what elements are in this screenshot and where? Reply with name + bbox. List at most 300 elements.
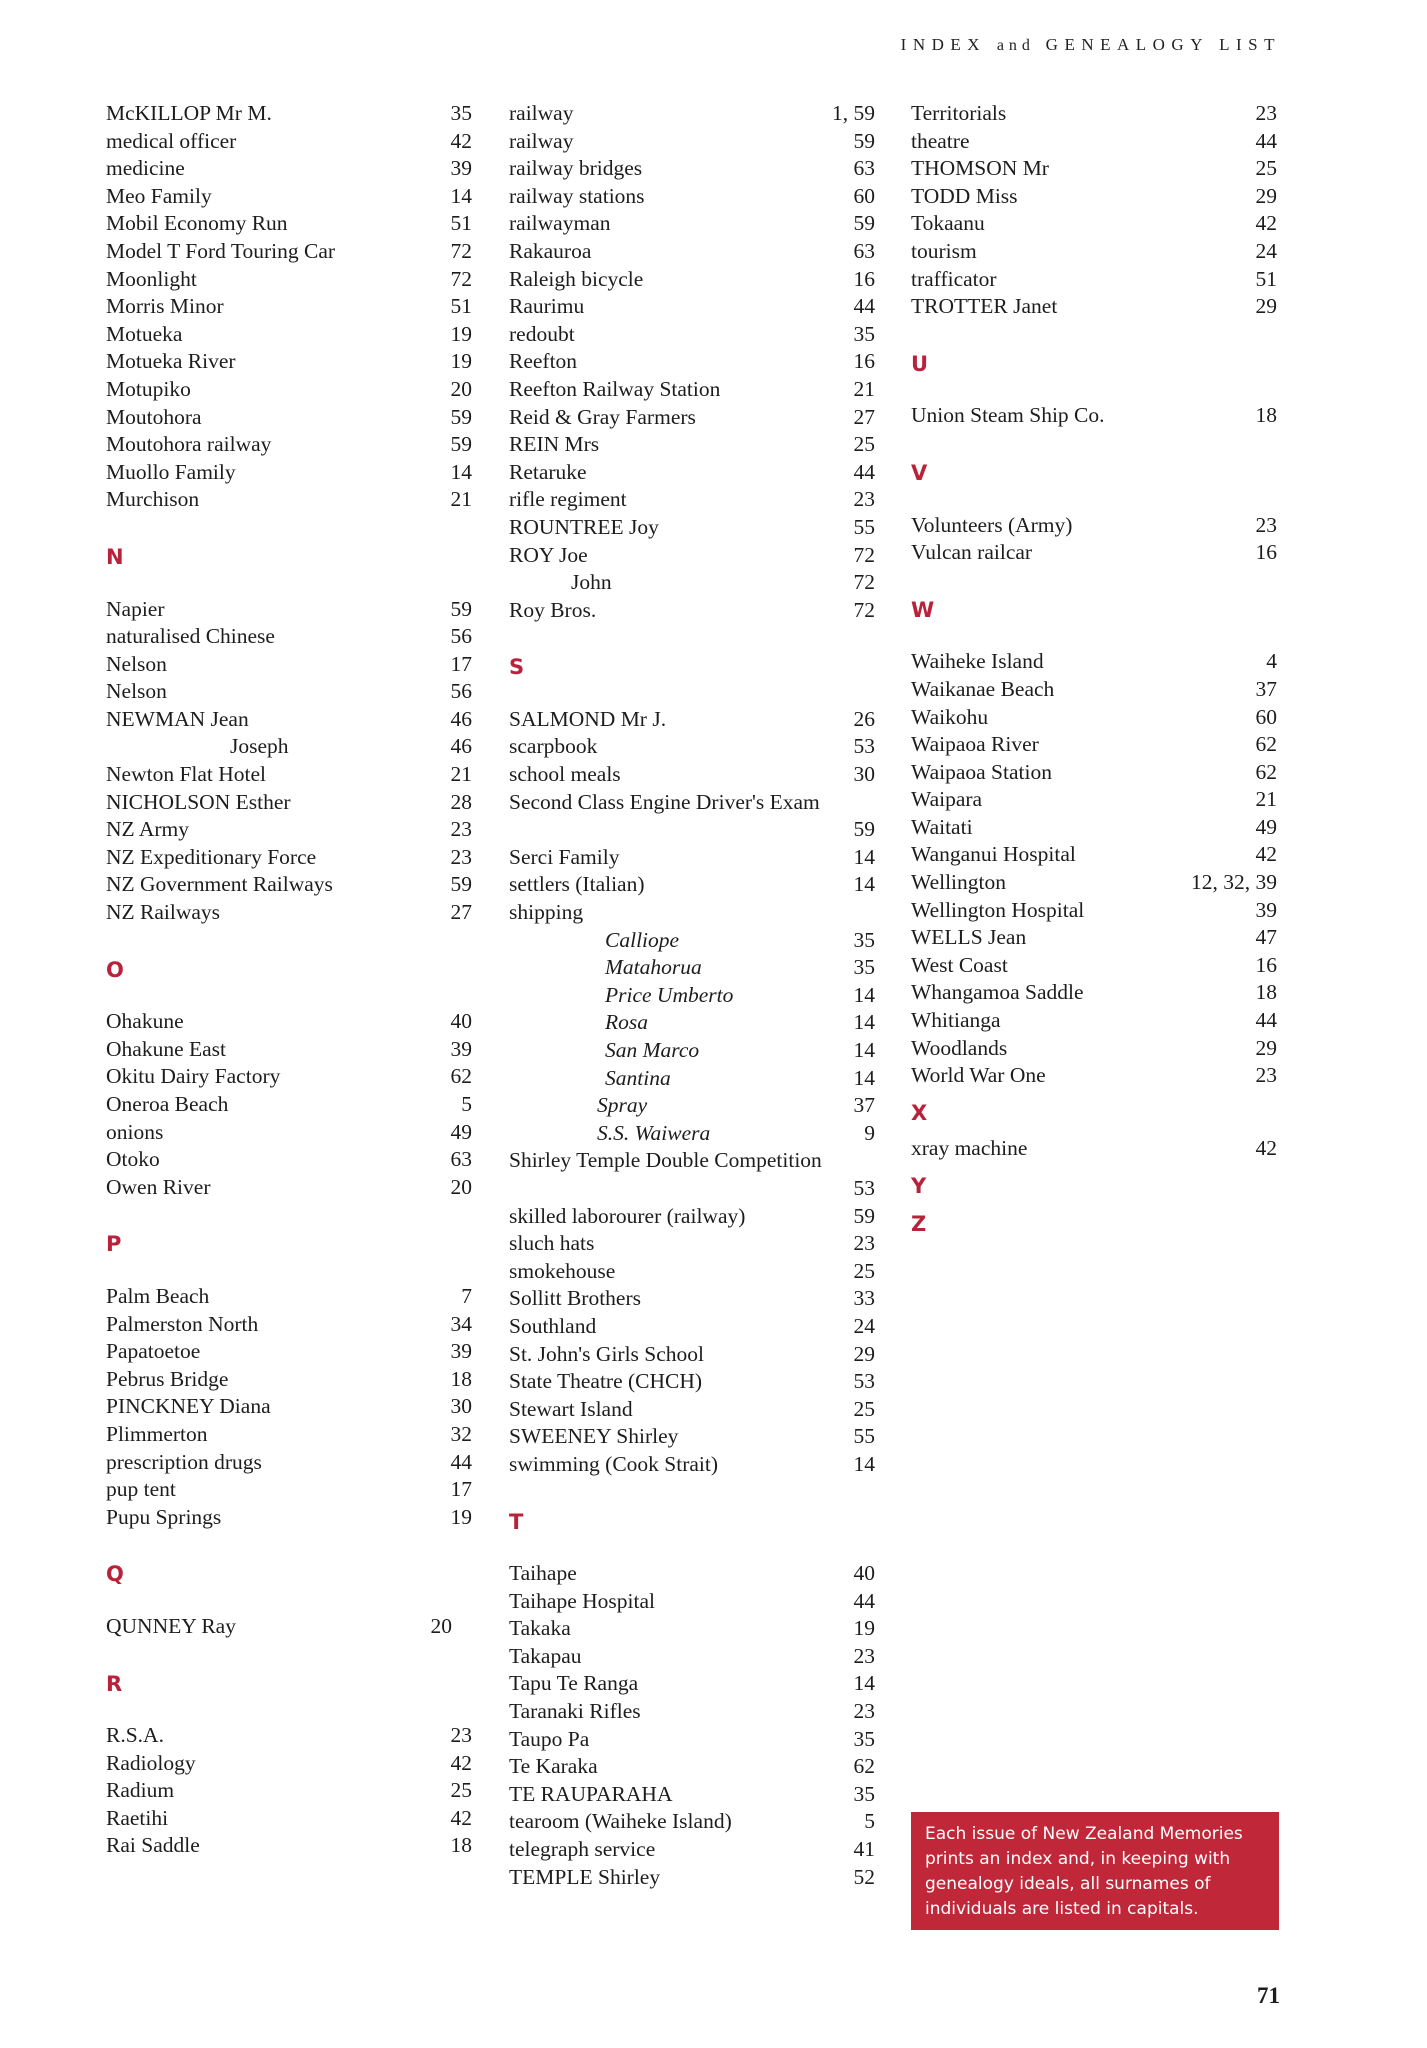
index-entry [106,1283,472,1311]
index-entry [509,899,875,927]
entry-page-ref: 18 [450,1366,472,1391]
index-entry [106,376,472,404]
entry-page-ref: 20 [450,376,472,401]
index-entry [911,539,1277,567]
index-entry [106,871,472,899]
entry-label: Wanganui Hospital [911,842,1076,867]
entry-label: Matahorua [605,955,702,980]
entry-label: Ohakune East [106,1036,227,1061]
entry-page-ref: 42 [450,1750,472,1775]
entry-label: shipping [509,900,584,925]
index-entry [911,979,1277,1007]
index-entry [911,648,1277,676]
entry-label: Spray [597,1093,648,1118]
section-letter-w: W [911,597,935,622]
index-entry [106,1750,472,1778]
index-entry [509,1836,875,1864]
index-entry [106,844,472,872]
entry-page-ref: 23 [1255,512,1277,537]
entry-label: ROUNTREE Joy [509,514,659,539]
entry-label: SALMOND Mr J. [509,706,667,731]
entry-page-ref: 14 [853,1451,875,1476]
entry-label: REIN Mrs [509,432,600,457]
entry-label: World War One [911,1063,1046,1088]
entry-label: Serci Family [509,844,620,869]
entry-page-ref: 51 [450,294,472,319]
index-subentry [509,569,875,597]
entry-page-ref: 14 [853,844,875,869]
index-entry [509,761,875,789]
index-entry [509,1615,875,1643]
index-subentry [509,954,875,982]
entry-label: Stewart Island [509,1396,633,1421]
entry-label: Tapu Te Ranga [509,1671,639,1696]
entry-label: Second Class Engine Driver's Exam [509,789,820,814]
entry-page-ref: 17 [450,651,472,676]
index-entry [911,512,1277,540]
entry-label: Waitati [911,814,973,839]
entry-page-ref: 16 [1255,540,1277,565]
index-entry [509,1147,875,1175]
entry-label: THOMSON Mr [911,156,1049,181]
index-entry [106,1091,472,1119]
entry-page-ref: 62 [450,1064,472,1089]
section-letter-v: V [911,460,928,485]
index-entry [911,238,1277,266]
index-entry [509,1643,875,1671]
index-entry [509,542,875,570]
entry-label: Waipaoa Station [911,759,1052,784]
entry-page-ref: 63 [853,238,875,263]
entry-page-ref: 44 [450,1449,472,1474]
section-letter-z: Z [911,1211,927,1236]
entry-label: railway [509,101,574,125]
entry-page-ref: 59 [853,1203,875,1228]
entry-page-ref: 59 [450,872,472,897]
entry-page-ref: 14 [853,1671,875,1696]
entry-page-ref: 5 [864,1809,875,1834]
entry-label: Taupo Pa [509,1726,590,1751]
index-entry [911,924,1277,952]
entry-label: Raurimu [509,294,585,319]
entry-page-ref: 56 [450,679,472,704]
index-entry [106,1777,472,1805]
entry-label: NZ Government Railways [106,872,333,897]
index-entry [509,128,875,156]
entry-page-ref: 35 [853,955,875,980]
entry-page-ref: 42 [1255,842,1277,867]
entry-label: NZ Expeditionary Force [106,844,317,869]
index-entry [911,293,1277,321]
index-column-1 [106,100,472,1860]
index-entry [106,761,472,789]
entry-label: school meals [509,762,621,787]
section-letter-y: Y [911,1174,927,1198]
index-subentry [509,927,875,955]
index-entry [509,1368,875,1396]
entry-label: Waipaoa River [911,732,1039,757]
entry-page-ref: 25 [853,432,875,457]
entry-label: State Theatre (CHCH) [509,1369,703,1394]
entry-label: Plimmerton [106,1421,208,1446]
index-entry [911,1007,1277,1035]
index-entry [106,1311,472,1339]
entry-page-ref: 47 [1255,925,1277,950]
entry-page-ref: 12, 32, 39 [1191,870,1277,895]
index-entry [106,1338,472,1366]
index-entry [509,486,875,514]
index-entry [509,183,875,211]
entry-label: St. John's Girls School [509,1341,705,1366]
entry-label: Mobil Economy Run [106,211,288,236]
entry-label: Takapau [509,1643,582,1668]
entry-label: railway bridges [509,156,643,181]
entry-label: Waipara [911,787,983,812]
entry-page-ref: 35 [853,927,875,952]
entry-label: telegraph service [509,1837,656,1862]
entry-label: Rai Saddle [106,1833,200,1858]
entry-label: Rosa [605,1010,648,1035]
index-entry [911,869,1277,897]
entry-label: Taihape Hospital [509,1588,655,1613]
index-subentry [509,1092,875,1120]
index-entry [911,814,1277,842]
entry-label: Pebrus Bridge [106,1366,229,1391]
section-letter-n: N [106,544,124,569]
entry-label: Napier [106,596,165,621]
entry-page-ref: 18 [1255,403,1277,428]
index-entry [911,1035,1277,1063]
index-entry [509,1808,875,1836]
entry-page-ref: 18 [1255,980,1277,1005]
section-letter-p: P [106,1232,122,1257]
entry-label: Muollo Family [106,459,236,484]
entry-page-ref: 44 [1255,128,1277,153]
entry-label: scarpbook [509,734,598,759]
entry-page-ref: 72 [853,597,875,622]
entry-label: railway [509,128,574,153]
entry-label: Reefton Railway Station [509,376,721,401]
index-entry [509,871,875,899]
entry-page-ref: 34 [450,1311,472,1336]
section-letter-x: X [911,1100,928,1125]
index-entry [106,266,472,294]
section-letter-o: O [106,957,124,982]
entry-label: Motupiko [106,376,191,401]
entry-page-ref: 59 [450,404,472,429]
entry-page-ref: 55 [853,514,875,539]
index-subentry [509,1120,875,1148]
entry-label: NICHOLSON Esther [106,789,291,814]
index-entry [106,816,472,844]
index-entry [106,431,472,459]
entry-page-ref: 14 [450,183,472,208]
entry-page-ref: 23 [853,487,875,512]
index-entry [911,786,1277,814]
entry-page-ref: 29 [853,1341,875,1366]
index-entry [509,733,875,761]
entry-page-ref: 39 [450,156,472,181]
index-entry [911,676,1277,704]
entry-label: Joseph [230,734,289,759]
entry-page-ref: 60 [1255,704,1277,729]
index-subentry [509,1009,875,1037]
entry-page-ref: 39 [1255,897,1277,922]
entry-page-ref: 14 [853,1010,875,1035]
entry-label: Waikanae Beach [911,676,1055,701]
entry-label: Moutohora railway [106,432,272,457]
index-entry [106,210,472,238]
entry-label: medical officer [106,128,237,153]
entry-page-ref: 53 [853,1369,875,1394]
index-subentry [509,982,875,1010]
entry-label: naturalised Chinese [106,624,275,649]
index-entry [509,431,875,459]
index-entry [509,514,875,542]
index-entry [106,623,472,651]
entry-page-ref: 21 [450,762,472,787]
entry-page-ref: 72 [853,570,875,595]
index-entry [509,1781,875,1809]
section-letter-t: T [509,1509,524,1534]
index-subentry [106,733,472,761]
index-entry [911,266,1277,294]
entry-label: prescription drugs [106,1449,262,1474]
entry-label: redoubt [509,321,575,346]
entry-page-ref: 35 [853,1726,875,1751]
entry-label: Radium [106,1778,175,1803]
entry-label: Retaruke [509,459,587,484]
entry-page-ref: 30 [450,1394,472,1419]
index-entry [911,952,1277,980]
entry-label: TROTTER Janet [911,294,1058,319]
index-entry [509,266,875,294]
entry-page-ref: 59 [450,432,472,457]
entry-label: Whitianga [911,1008,1001,1033]
entry-label: railway stations [509,183,645,208]
entry-label: NEWMAN Jean [106,706,249,731]
page-number: 71 [1257,1983,1280,2008]
entry-label: sluch hats [509,1231,595,1256]
index-entry [106,706,472,734]
index-entry [106,183,472,211]
index-entry [106,1476,472,1504]
entry-page-ref: 42 [1255,1136,1277,1161]
entry-label: Sollitt Brothers [509,1286,641,1311]
entry-label: San Marco [605,1038,700,1062]
entry-label: Taranaki Rifles [509,1699,641,1724]
entry-page-ref: 49 [450,1119,472,1144]
header-index: INDEX [900,35,987,54]
entry-page-ref: 28 [450,789,472,814]
entry-page-ref: 7 [461,1283,472,1308]
entry-page-ref: 25 [853,1396,875,1421]
entry-label: PINCKNEY Diana [106,1394,271,1419]
entry-label: swimming (Cook Strait) [509,1451,719,1476]
index-entry [509,238,875,266]
index-entry [911,841,1277,869]
index-entry [509,1285,875,1313]
index-entry [911,1135,1277,1163]
index-entry [106,459,472,487]
entry-page-ref: 14 [450,459,472,484]
entry-page-ref: 62 [1255,732,1277,757]
entry-page-ref: 29 [1255,1035,1277,1060]
entry-page-ref: 63 [853,156,875,181]
entry-page-ref: 59 [853,211,875,236]
genealogy-note-box: Each issue of New Zealand Memories prints an index and, in keeping with genealogy ideals, all surnames of individuals are listed in capitals. [911,1812,1279,1930]
entry-page-ref: 40 [450,1009,472,1034]
entry-label: Otoko [106,1147,160,1172]
entry-label: Nelson [106,679,167,704]
entry-page-ref: 51 [450,211,472,236]
entry-label: Santina [605,1065,671,1090]
index-entry [106,1119,472,1147]
entry-page-ref: 46 [450,734,472,759]
entry-page-ref: 25 [1255,156,1277,181]
entry-label: Rakauroa [509,238,592,263]
index-entry [509,1864,875,1892]
entry-page-ref: 59 [853,817,875,842]
entry-page-ref: 18 [450,1833,472,1858]
entry-page-ref: 16 [1255,952,1277,977]
entry-label: Pupu Springs [106,1504,222,1529]
entry-page-ref: 5 [461,1092,472,1116]
entry-page-ref: 41 [853,1837,875,1862]
entry-label: Raetihi [106,1805,169,1830]
index-entry-continued [509,816,875,844]
index-entry [509,1423,875,1451]
entry-label: Calliope [605,927,680,952]
index-entry [911,704,1277,732]
entry-label: Moutohora [106,404,202,429]
entry-label: McKILLOP Mr M. [106,101,272,125]
index-entry [509,1258,875,1286]
entry-label: QUNNEY Ray [106,1613,236,1638]
entry-label: Oneroa Beach [106,1092,229,1116]
entry-page-ref: 51 [1255,266,1277,291]
entry-page-ref: 27 [450,900,472,925]
entry-page-ref: 35 [853,321,875,346]
entry-label: Wellington [911,870,1007,895]
entry-page-ref: 44 [853,459,875,484]
index-entry [911,402,1277,430]
entry-label: West Coast [911,952,1008,977]
index-column-3 [911,100,1277,1246]
entry-label: Newton Flat Hotel [106,762,267,787]
entry-label: Raleigh bicycle [509,266,644,291]
entry-page-ref: 21 [450,487,472,512]
entry-page-ref: 59 [853,128,875,153]
entry-label: WELLS Jean [911,925,1027,950]
header-genealogy-list: GENEALOGY LIST [1045,35,1281,54]
entry-page-ref: 33 [853,1286,875,1311]
index-entry [509,789,875,817]
entry-page-ref: 39 [450,1339,472,1364]
entry-page-ref: 42 [1255,211,1277,236]
entry-label: Reefton [509,349,578,374]
entry-label: xray machine [911,1136,1028,1161]
entry-page-ref: 24 [1255,238,1277,263]
index-entry [106,651,472,679]
entry-page-ref: 46 [450,706,472,731]
section-letter-q: Q [106,1562,124,1587]
entry-label: Murchison [106,487,200,512]
index-entry [106,1613,452,1641]
entry-label: Tokaanu [911,211,985,236]
entry-label: Ohakune [106,1009,184,1034]
index-entry [509,1753,875,1781]
entry-label: R.S.A. [106,1723,164,1748]
entry-page-ref: 39 [450,1036,472,1061]
entry-page-ref: 62 [853,1754,875,1779]
entry-page-ref: 62 [1255,759,1277,784]
index-entry [106,678,472,706]
entry-page-ref: 23 [450,844,472,869]
index-entry [509,100,875,128]
entry-page-ref: 29 [1255,294,1277,319]
entry-label: Takaka [509,1616,571,1641]
entry-page-ref: 32 [450,1421,472,1446]
entry-label: S.S. Waiwera [597,1120,711,1145]
entry-label: Meo Family [106,183,212,208]
entry-label: onions [106,1119,164,1144]
running-header [901,35,1281,55]
entry-label: Waiheke Island [911,649,1044,674]
entry-label: SWEENEY Shirley [509,1424,679,1449]
entry-label: Volunteers (Army) [911,512,1073,537]
index-entry [106,404,472,432]
entry-page-ref: 53 [853,1175,875,1200]
entry-label: Territorials [911,101,1007,125]
entry-label: NZ Railways [106,900,221,925]
entry-label: Waikohu [911,704,989,729]
index-entry [106,1036,472,1064]
index-entry [509,1313,875,1341]
index-subentry [509,1037,875,1065]
entry-label: Morris Minor [106,294,224,319]
entry-page-ref: 35 [450,101,472,125]
index-entry [106,1421,472,1449]
entry-page-ref: 17 [450,1477,472,1502]
index-entry [509,706,875,734]
entry-page-ref: 23 [450,817,472,842]
index-entry [106,100,472,128]
entry-page-ref: 42 [450,1805,472,1830]
entry-page-ref: 14 [853,872,875,897]
entry-label: Wellington Hospital [911,897,1085,922]
entry-page-ref: 49 [1255,814,1277,839]
entry-page-ref: 19 [853,1616,875,1641]
index-entry [106,486,472,514]
entry-page-ref: 42 [450,128,472,153]
index-entry [509,210,875,238]
entry-page-ref: 56 [450,624,472,649]
index-entry [106,348,472,376]
index-entry [911,210,1277,238]
entry-label: trafficator [911,266,997,291]
index-entry [106,1722,472,1750]
index-subentry [509,1065,875,1093]
index-entry [911,128,1277,156]
index-entry [509,597,875,625]
entry-page-ref: 19 [450,1504,472,1529]
index-entry [106,1008,472,1036]
index-entry [106,596,472,624]
index-entry [509,1203,875,1231]
index-entry [106,155,472,183]
index-entry [106,1832,472,1860]
